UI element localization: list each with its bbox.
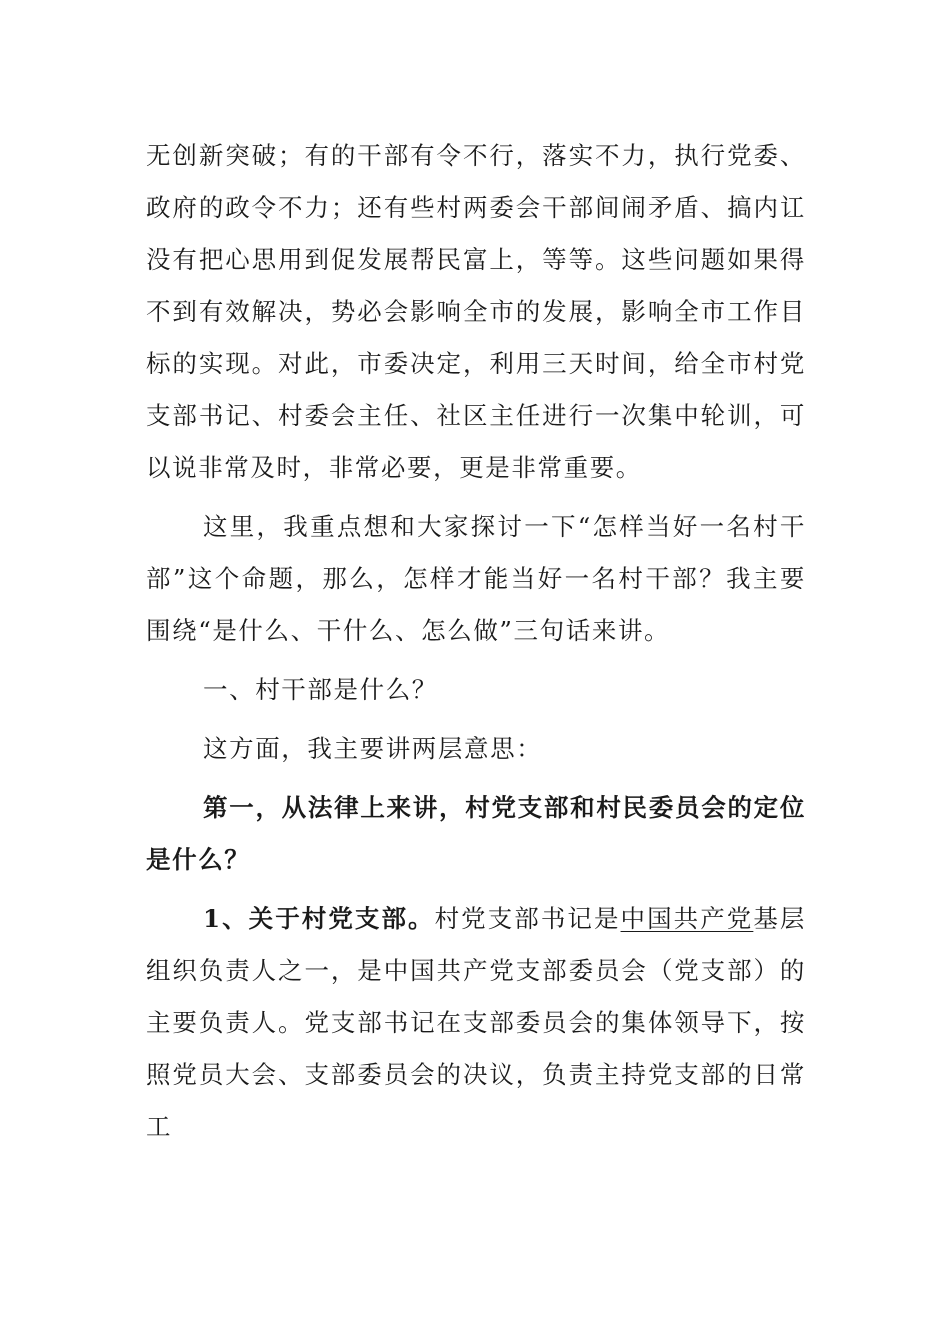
paragraph-text-b: 基层组织负责人之一，是中国共产党支部委员会（党支部）的主要负责人。党支部书记在支部委员会的集体领导下，按照党员大会、支部委员会的决议，负责主持党支部的日常工 — [146, 904, 807, 1141]
document-body — [146, 130, 806, 1160]
section-heading-1: 一、村干部是什么？ — [203, 675, 438, 704]
paragraph-topic-intro: 这里，我重点想和大家探讨一下“怎样当好一名村干部”这个命题，那么，怎样才能当好一名村干部？我主要围绕“是什么、干什么、怎么做”三句话来讲。 — [146, 512, 806, 645]
subheading-legal-position: 第一，从法律上来讲，村党支部和村民委员会的定位是什么？ — [146, 793, 806, 874]
paragraph-two-points: 这方面，我主要讲两层意思： — [203, 734, 543, 763]
paragraph-lead: 1、关于村党支部。 — [203, 904, 435, 933]
paragraph-continuation: 无创新突破；有的干部有令不行，落实不力，执行党委、政府的政令不力；还有些村两委会干部间闹矛盾、搞内讧没有把心思用到促发展帮民富上，等等。这些问题如果得不到有效解决，势必会影响全市的发展，影响全市工作目标的实现。对此，市委决定，利用三天时间，给全市村党支部书记、村委会主任、社区主任进行一次集中轮训，可以说非常及时，非常必要，更是非常重要。 — [146, 141, 806, 482]
paragraph-text-a: 村党支部书记是 — [434, 904, 621, 933]
paragraph-party-branch — [146, 893, 806, 1153]
link-cpc[interactable]: 中国共产党 — [620, 904, 754, 933]
